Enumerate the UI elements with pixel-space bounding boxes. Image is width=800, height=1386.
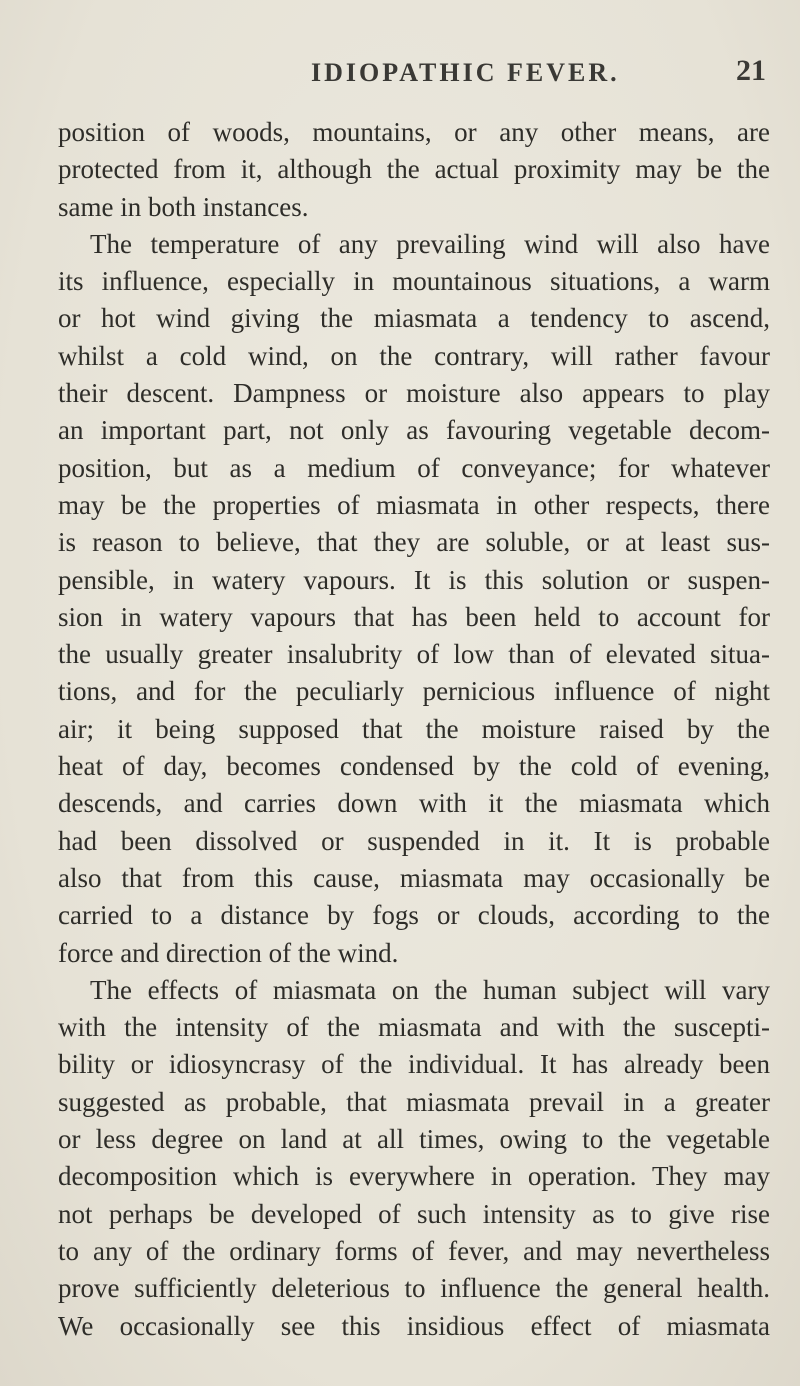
text-line: the usually greater insalubrity of low than of elevated situa- bbox=[58, 639, 770, 670]
text-line: We occasionally see this insidious effect of miasmata bbox=[58, 1310, 770, 1341]
text-line: air; it being supposed that the moisture raised by the bbox=[58, 713, 770, 744]
text-line: whilst a cold wind, on the contrary, will rather favour bbox=[58, 340, 770, 371]
text-line: protected from it, although the actual proximity may be the bbox=[58, 154, 770, 185]
running-title: IDIOPATHIC FEVER. bbox=[311, 58, 620, 87]
text-line: is reason to believe, that they are soluble, or at least sus- bbox=[58, 527, 770, 558]
text-line: or less degree on land at all times, owing to the vegetable bbox=[58, 1124, 770, 1155]
text-line: pensible, in watery vapours. It is this solution or suspen- bbox=[58, 564, 770, 595]
text-line: an important part, not only as favouring vegetable decom- bbox=[58, 415, 770, 446]
text-line: to any of the ordinary forms of fever, and may nevertheless bbox=[58, 1235, 770, 1266]
text-line: sion in watery vapours that has been held to account for bbox=[58, 601, 770, 632]
running-head bbox=[0, 54, 800, 98]
text-line: prove sufficiently deleterious to influence the general health. bbox=[58, 1273, 770, 1304]
text-line: tions, and for the peculiarly pernicious influence of night bbox=[58, 676, 770, 707]
text-line: decomposition which is everywhere in operation. They may bbox=[58, 1161, 770, 1192]
text-line: carried to a distance by fogs or clouds, according to the bbox=[58, 900, 770, 931]
text-line: not perhaps be developed of such intensity as to give rise bbox=[58, 1198, 770, 1229]
text-line: or hot wind giving the miasmata a tendency to ascend, bbox=[58, 303, 770, 334]
text-line: The effects of miasmata on the human subject will vary bbox=[90, 974, 770, 1005]
body-text bbox=[58, 114, 770, 1345]
text-line: its influence, especially in mountainous situations, a warm bbox=[58, 266, 770, 297]
page-number: 21 bbox=[736, 54, 766, 87]
text-line: also that from this cause, miasmata may occasionally be bbox=[58, 862, 770, 893]
text-line: heat of day, becomes condensed by the cold of evening, bbox=[58, 751, 770, 782]
text-line: had been dissolved or suspended in it. It is probable bbox=[58, 825, 770, 856]
text-line: The temperature of any prevailing wind will also have bbox=[90, 228, 770, 259]
text-line: force and direction of the wind. bbox=[58, 937, 399, 968]
text-line: position, but as a medium of conveyance; for whatever bbox=[58, 452, 770, 483]
text-line: their descent. Dampness or moisture also appears to play bbox=[58, 378, 770, 409]
text-line: may be the properties of miasmata in other respects, there bbox=[58, 489, 770, 520]
text-line: descends, and carries down with it the miasmata which bbox=[58, 788, 770, 819]
text-line: bility or idiosyncrasy of the individual. It has already been bbox=[58, 1049, 770, 1080]
text-line: suggested as probable, that miasmata prevail in a greater bbox=[58, 1086, 770, 1117]
text-line: position of woods, mountains, or any other means, are bbox=[58, 117, 770, 147]
text-line: same in both instances. bbox=[58, 191, 309, 222]
text-line: with the intensity of the miasmata and with the suscepti- bbox=[58, 1012, 770, 1043]
